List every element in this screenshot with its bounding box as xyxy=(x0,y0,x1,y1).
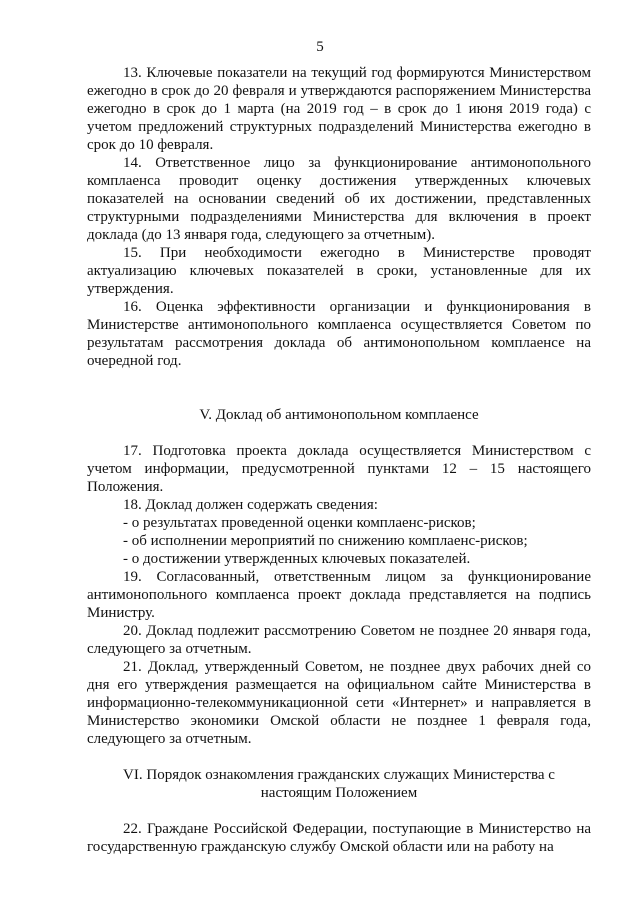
section-6-heading-line1: VI. Порядок ознакомления гражданских служащих Министерства с xyxy=(123,767,555,783)
list-item-measures: - об исполнении мероприятий по снижению комплаенс-рисков; xyxy=(123,533,528,549)
paragraph-17: 17. Подготовка проекта доклада осуществляется Министерством с учетом информации, предусмотренной пунктами 12 – 15 настоящего Положения. xyxy=(87,443,591,495)
section-spacer xyxy=(87,748,591,766)
section-6-heading-line2: настоящим Положением xyxy=(260,785,418,801)
page-number: 5 xyxy=(316,39,324,55)
list-item-risk-assessment: - о результатах проведенной оценки комплаенс-рисков; xyxy=(123,515,476,531)
paragraph-14: 14. Ответственное лицо за функционирование антимонопольного комплаенса проводит оценку достижения утвержденных ключевых показателей на основании сведений об их достижении, представленных структурными подразделениями Министерства для включения в проект доклада (до 13 января года, следующего за отчетным). xyxy=(87,155,591,243)
document-body xyxy=(87,64,591,856)
section-spacer xyxy=(87,424,591,442)
paragraph-20: 20. Доклад подлежит рассмотрению Советом не позднее 20 января года, следующего за отчетным. xyxy=(87,623,591,657)
list-item-indicators: - о достижении утвержденных ключевых показателей. xyxy=(123,551,471,567)
paragraph-22: 22. Граждане Российской Федерации, поступающие в Министерство на государственную гражданскую службу Омской области или на работу на xyxy=(87,821,591,855)
section-spacer xyxy=(87,370,591,406)
paragraph-13: 13. Ключевые показатели на текущий год формируются Министерством ежегодно в срок до 20 февраля и утверждаются распоряжением Министерства ежегодно в срок до 1 марта (на 2019 год – в срок до 1 июня 2019 года) с учетом предложений структурных подразделений Министерства ежегодно в срок до 10 февраля. xyxy=(87,65,591,153)
paragraph-21: 21. Доклад, утвержденный Советом, не позднее двух рабочих дней со дня его утверждения размещается на официальном сайте Министерства в информационно-телекоммуникационной сети «Интернет» и направляется в Министерство экономики Омской области не позднее 1 февраля года, следующего за отчетным. xyxy=(87,659,591,747)
section-spacer xyxy=(87,802,591,820)
paragraph-18: 18. Доклад должен содержать сведения: xyxy=(123,497,378,513)
section-5-heading: V. Доклад об антимонопольном комплаенсе xyxy=(199,407,479,423)
paragraph-16: 16. Оценка эффективности организации и функционирования в Министерстве антимонопольного комплаенса осуществляется Советом по результатам рассмотрения доклада об антимонопольном комплаенсе на очередной год. xyxy=(87,299,591,369)
paragraph-19: 19. Согласованный, ответственным лицом за функционирование антимонопольного комплаенса проект доклада представляется на подпись Министру. xyxy=(87,569,591,621)
paragraph-15: 15. При необходимости ежегодно в Министерстве проводят актуализацию ключевых показателей в сроки, установленные для их утверждения. xyxy=(87,245,591,297)
